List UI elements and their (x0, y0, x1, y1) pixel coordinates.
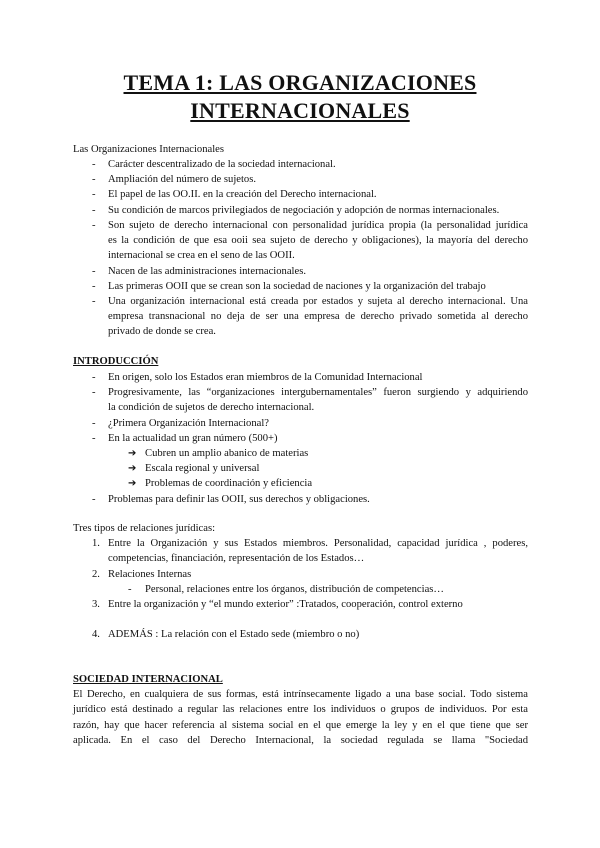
intro-item: Ampliación del número de sujetos. (108, 174, 256, 185)
arrow-right-icon: ➔ (128, 463, 137, 474)
bullet-dash: - (92, 189, 96, 200)
intro-item-cont: es la condición de que esa ooii sea sujeto de derecho y obligaciones), la mayoría del derecho (108, 235, 528, 246)
page-title-line-2: INTERNACIONALES (190, 98, 410, 123)
bullet-dash: - (92, 387, 96, 398)
sociedad-paragraph-line: El Derecho, en cualquiera de sus formas, está intrínsecamente ligado a una base social. Todo sistema (73, 689, 528, 700)
relaciones-item-cont: competencias, financiación, representación de los Estados… (108, 553, 365, 564)
intro-heading: Las Organizaciones Internacionales (73, 144, 224, 155)
introduccion-subitem: Problemas de coordinación y eficiencia (145, 478, 313, 489)
intro-item-cont: empresa transnacional no deja de ser una empresa de derecho privado sometida al derecho (108, 311, 528, 322)
bullet-dash: - (92, 296, 96, 307)
section-heading-sociedad: SOCIEDAD INTERNACIONAL (73, 674, 223, 685)
introduccion-subitem: Escala regional y universal (145, 463, 260, 474)
bullet-dash: - (92, 418, 96, 429)
bullet-dash: - (92, 433, 96, 444)
intro-item: Nacen de las administraciones internacionales. (108, 266, 306, 277)
introduccion-item: En la actualidad un gran número (500+) (108, 433, 278, 444)
bullet-dash: - (128, 584, 132, 595)
section-heading-introduccion: INTRODUCCIÓN (73, 356, 159, 367)
relaciones-subitem: Personal, relaciones entre los órganos, distribución de competencias… (145, 584, 444, 595)
introduccion-item: ¿Primera Organización Internacional? (108, 418, 269, 429)
arrow-right-icon: ➔ (128, 478, 137, 489)
bullet-dash: - (92, 174, 96, 185)
intro-item-cont: internacional se crea en el seno de las OOII. (108, 250, 295, 261)
sociedad-paragraph-line: jurídico está destinado a regular las relaciones entre los individuos o grupos de individuos. Por esta (73, 704, 528, 715)
relaciones-item: ADEMÁS : La relación con el Estado sede (miembro o no) (108, 629, 360, 640)
page-title-line-1: TEMA 1: LAS ORGANIZACIONES (123, 70, 477, 95)
introduccion-item: Progresivamente, las “organizaciones intergubernamentales” fueron surgiendo y adquiriendo (108, 387, 528, 398)
introduccion-item-cont: la condición de sujetos de derecho internacional. (108, 402, 315, 413)
sociedad-paragraph-line: razón, hay que hacer referencia al sistema social en el que emerge la ley y en el que tiene que ser (73, 720, 528, 731)
intro-item: Su condición de marcos privilegiados de negociación y adopción de normas internacionales. (108, 205, 500, 216)
relaciones-heading: Tres tipos de relaciones jurídicas: (73, 523, 216, 534)
bullet-dash: - (92, 205, 96, 216)
list-number: 3. (92, 599, 100, 610)
list-number: 2. (92, 569, 100, 580)
bullet-dash: - (92, 266, 96, 277)
bullet-dash: - (92, 372, 96, 383)
relaciones-item: Relaciones Internas (108, 569, 192, 580)
list-number: 1. (92, 538, 100, 549)
arrow-right-icon: ➔ (128, 448, 137, 459)
intro-item: El papel de las OO.II. en la creación del Derecho internacional. (108, 189, 377, 200)
intro-item: Las primeras OOII que se crean son la sociedad de naciones y la organización del trabajo (108, 281, 486, 292)
sociedad-paragraph-line: aplicada. En el caso del Derecho Internacional, la sociedad regulada se llama "Sociedad (73, 735, 528, 746)
bullet-dash: - (92, 494, 96, 505)
relaciones-item: Entre la organización y “el mundo exterior” :Tratados, cooperación, control externo (108, 599, 463, 610)
intro-item: Una organización internacional está creada por estados y sujeta al derecho internacional. Una (108, 296, 528, 307)
introduccion-item: Problemas para definir las OOII, sus derechos y obligaciones. (108, 494, 370, 505)
list-number: 4. (92, 629, 100, 640)
intro-item-cont: privado de donde se crea. (108, 326, 216, 337)
introduccion-item: En origen, solo los Estados eran miembros de la Comunidad Internacional (108, 372, 423, 383)
relaciones-item: Entre la Organización y sus Estados miembros. Personalidad, capacidad jurídica , poderes, (108, 538, 528, 549)
intro-item: Carácter descentralizado de la sociedad internacional. (108, 159, 336, 170)
introduccion-subitem: Cubren un amplio abanico de materias (145, 448, 309, 459)
intro-item: Son sujeto de derecho internacional con personalidad jurídica propia (la personalidad jurídica (108, 220, 528, 231)
bullet-dash: - (92, 220, 96, 231)
bullet-dash: - (92, 281, 96, 292)
bullet-dash: - (92, 159, 96, 170)
